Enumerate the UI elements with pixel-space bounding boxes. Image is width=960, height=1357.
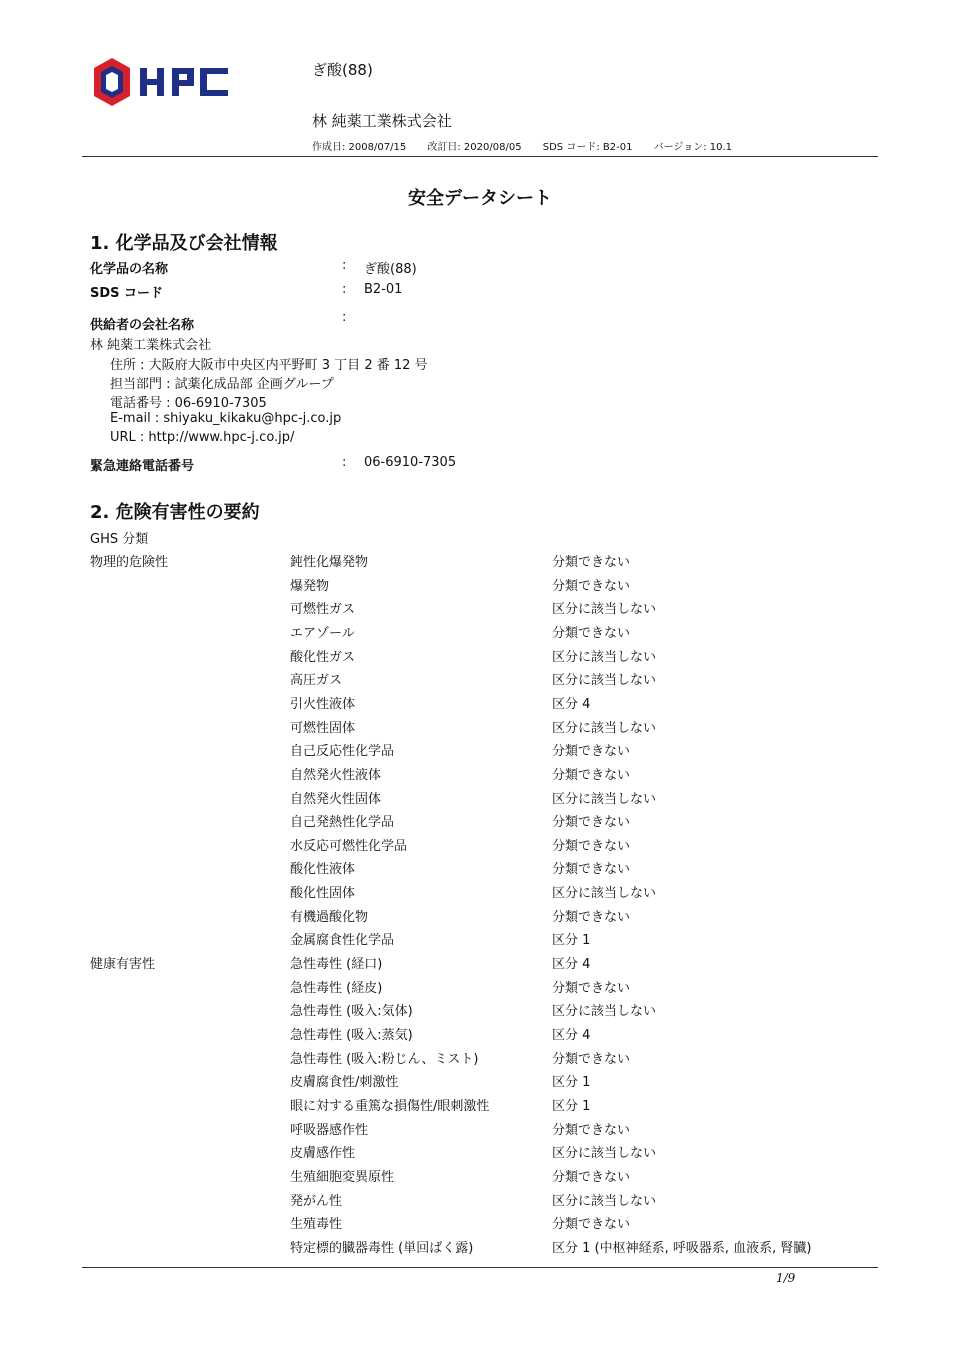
ghs-result: 分類できない (552, 815, 631, 830)
hpc-logo (90, 56, 230, 108)
ghs-item: 皮膚感作性 (290, 1146, 356, 1161)
ghs-item: 自然発火性固体 (290, 792, 382, 807)
colon: : (342, 258, 347, 273)
ghs-result: 分類できない (552, 1217, 631, 1232)
ghs-result: 区分 1 (552, 933, 591, 948)
document-title: 安全データシート (408, 188, 552, 209)
ghs-item: 酸化性液体 (290, 862, 356, 877)
sds-code: SDS コード: B2-01 (542, 142, 633, 153)
ghs-item: 皮膚腐食性/刺激性 (290, 1075, 399, 1090)
ghs-item: 酸化性固体 (290, 886, 356, 901)
emergency-value: 06-6910-7305 (364, 455, 457, 470)
ghs-result: 区分 1 (中枢神経系, 呼吸器系, 血液系, 腎臓) (552, 1241, 812, 1256)
chem-name-value: ぎ酸(88) (364, 262, 417, 277)
ghs-item: 可燃性ガス (290, 602, 356, 617)
ghs-item: 生殖毒性 (290, 1217, 343, 1232)
ghs-item: 酸化性ガス (290, 650, 356, 665)
header-meta (312, 138, 750, 153)
ghs-result: 区分に該当しない (552, 1194, 657, 1209)
ghs-result: 分類できない (552, 981, 631, 996)
ghs-result: 分類できない (552, 1123, 631, 1138)
ghs-result: 分類できない (552, 626, 631, 641)
colon: : (342, 282, 347, 297)
ghs-label: GHS 分類 (90, 532, 149, 547)
ghs-result: 区分 4 (552, 697, 591, 712)
ghs-result: 区分に該当しない (552, 650, 657, 665)
revised-date: 改訂日: 2020/08/05 (427, 142, 522, 153)
sds-code-value: B2-01 (364, 282, 403, 297)
ghs-result: 区分に該当しない (552, 886, 657, 901)
ghs-item: 急性毒性 (経皮) (290, 981, 383, 996)
ghs-result: 区分 4 (552, 1028, 591, 1043)
ghs-item: 自然発火性液体 (290, 768, 382, 783)
supplier-dept: 担当部門 : 試薬化成品部 企画グループ (110, 377, 334, 392)
ghs-item: 特定標的臓器毒性 (単回ばく露) (290, 1241, 474, 1256)
version: バージョン: 10.1 (653, 142, 733, 153)
ghs-item: 引火性液体 (290, 697, 356, 712)
ghs-item: 急性毒性 (吸入:気体) (290, 1004, 413, 1019)
ghs-item: 鈍性化爆発物 (290, 555, 369, 570)
ghs-item: 急性毒性 (吸入:蒸気) (290, 1028, 413, 1043)
ghs-result: 分類できない (552, 910, 631, 925)
ghs-item: 生殖細胞変異原性 (290, 1170, 395, 1185)
ghs-result: 区分に該当しない (552, 792, 657, 807)
sds-code-label: SDS コード (90, 286, 164, 301)
ghs-result: 分類できない (552, 862, 631, 877)
ghs-item: 爆発物 (290, 579, 330, 594)
ghs-result: 区分に該当しない (552, 1004, 657, 1019)
ghs-result: 分類できない (552, 579, 631, 594)
ghs-item: 急性毒性 (吸入:粉じん、ミスト) (290, 1052, 479, 1067)
colon: : (342, 455, 347, 470)
footer-divider (82, 1267, 878, 1268)
ghs-item: 可燃性固体 (290, 721, 356, 736)
ghs-result: 区分 4 (552, 957, 591, 972)
chem-name-label: 化学品の名称 (90, 262, 169, 277)
ghs-item: 眼に対する重篤な損傷性/眼刺激性 (290, 1099, 490, 1114)
ghs-result: 分類できない (552, 1170, 631, 1185)
emergency-label: 緊急連絡電話番号 (90, 459, 195, 474)
ghs-result: 分類できない (552, 744, 631, 759)
ghs-item: 呼吸器感作性 (290, 1123, 369, 1138)
ghs-result: 区分 1 (552, 1099, 591, 1114)
ghs-item: 高圧ガス (290, 673, 343, 688)
ghs-item: 急性毒性 (経口) (290, 957, 383, 972)
ghs-result: 分類できない (552, 768, 631, 783)
ghs-item: 発がん性 (290, 1194, 343, 1209)
supplier-name: 林 純薬工業株式会社 (90, 338, 212, 353)
created-date: 作成日: 2008/07/15 (312, 142, 407, 153)
supplier-url[interactable]: URL : http://www.hpc-j.co.jp/ (110, 430, 295, 445)
ghs-item: 金属腐食性化学品 (290, 933, 395, 948)
section1-heading: 1. 化学品及び会社情報 (90, 233, 278, 254)
supplier-email[interactable]: E-mail : shiyaku_kikaku@hpc-j.co.jp (110, 411, 342, 426)
header-product-name: ぎ酸(88) (312, 61, 373, 79)
ghs-result: 分類できない (552, 1052, 631, 1067)
supplier-phone: 電話番号 : 06-6910-7305 (110, 396, 267, 411)
physical-hazards-label: 物理的危険性 (90, 555, 169, 570)
ghs-result: 区分に該当しない (552, 673, 657, 688)
header-divider (82, 156, 878, 157)
ghs-result: 区分に該当しない (552, 721, 657, 736)
page-number: 1/9 (776, 1271, 796, 1285)
ghs-result: 区分 1 (552, 1075, 591, 1090)
supplier-label: 供給者の会社名称 (90, 318, 195, 333)
health-hazards-label: 健康有害性 (90, 957, 156, 972)
ghs-result: 区分に該当しない (552, 602, 657, 617)
colon: : (342, 310, 347, 325)
supplier-address: 住所 : 大阪府大阪市中央区内平野町 3 丁目 2 番 12 号 (110, 358, 428, 373)
ghs-item: エアゾール (290, 626, 355, 641)
ghs-result: 分類できない (552, 839, 631, 854)
ghs-item: 自己発熱性化学品 (290, 815, 395, 830)
ghs-result: 区分に該当しない (552, 1146, 657, 1161)
header-company: 林 純薬工業株式会社 (312, 112, 452, 130)
ghs-result: 分類できない (552, 555, 631, 570)
ghs-item: 有機過酸化物 (290, 910, 369, 925)
section2-heading: 2. 危険有害性の要約 (90, 502, 260, 523)
ghs-item: 水反応可燃性化学品 (290, 839, 408, 854)
ghs-item: 自己反応性化学品 (290, 744, 395, 759)
